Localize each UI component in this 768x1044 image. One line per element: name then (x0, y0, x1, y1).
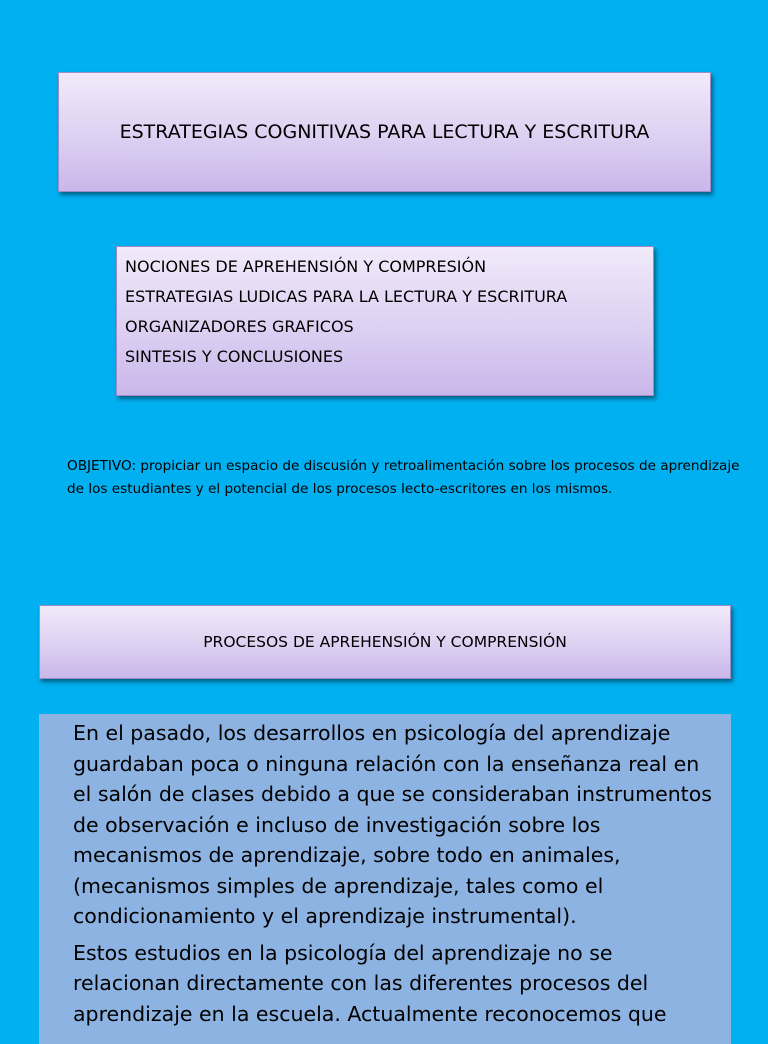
section-title: PROCESOS DE APREHENSIÓN Y COMPRENSIÓN (203, 633, 567, 651)
body-paragraph: En el pasado, los desarrollos en psicología del aprendizaje guardaban poca o ninguna relación con la enseñanza real en el salón de clases debido a que se consideraban instrumentos de observación e incluso de investigación sobre los mecanismos de aprendizaje, sobre todo en animales, (mecanismos simples de aprendizaje, tales como el condicionamiento y el aprendizaje instrumental). (73, 721, 712, 928)
topics-box (116, 246, 654, 396)
topic-item: NOCIONES DE APREHENSIÓN Y COMPRESIÓN (125, 257, 487, 276)
title-box (58, 72, 711, 192)
topic-item: SINTESIS Y CONCLUSIONES (125, 347, 344, 366)
objective-text: OBJETIVO: propiciar un espacio de discusión y retroalimentación sobre los procesos de aprendizaje de los estudiantes y el potencial de los procesos lecto-escritores en los mismos. (67, 458, 740, 497)
body-text-box (39, 714, 731, 1044)
page-title: ESTRATEGIAS COGNITIVAS PARA LECTURA Y ESCRITURA (119, 121, 650, 143)
topic-item: ORGANIZADORES GRAFICOS (125, 317, 354, 336)
topic-item: ESTRATEGIAS LUDICAS PARA LA LECTURA Y ESCRITURA (125, 287, 568, 306)
section-title-box (39, 605, 731, 679)
body-paragraph: Estos estudios en la psicología del aprendizaje no se relacionan directamente con las diferentes procesos del aprendizaje en la escuela. Actualmente reconocemos que (73, 940, 667, 1026)
